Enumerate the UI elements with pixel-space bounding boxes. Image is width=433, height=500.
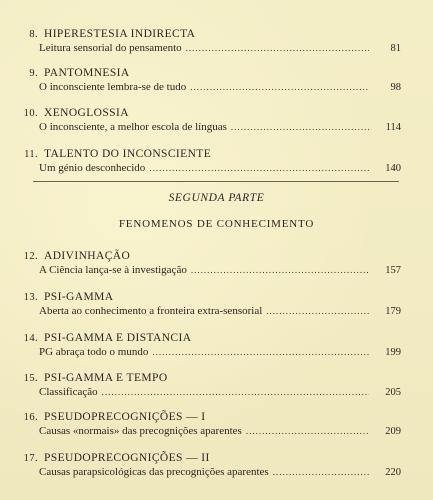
- dot-leader: [191, 263, 369, 278]
- toc-entry: [21, 66, 401, 95]
- chapter-number: 11.: [24, 149, 38, 160]
- dot-leader: [149, 161, 369, 176]
- toc-entry: [21, 331, 401, 360]
- chapter-subtitle: Classificação: [39, 386, 98, 398]
- chapter-subtitle: A Ciência lança-se à investigação: [39, 264, 187, 276]
- toc-entry: [21, 451, 401, 480]
- toc-entry-line: [39, 120, 401, 135]
- toc-entry-line: [39, 385, 401, 400]
- toc-entry: [21, 249, 401, 278]
- chapter-title: XENOGLOSSIA: [44, 107, 129, 119]
- toc-entry: [21, 371, 401, 400]
- dot-leader: [246, 424, 369, 439]
- chapter-number: 15.: [23, 373, 38, 384]
- chapter-number: 17.: [23, 453, 38, 464]
- section-title: FENOMENOS DE CONHECIMENTO: [118, 218, 315, 230]
- toc-entry-heading: [21, 331, 401, 345]
- page-number: 114: [385, 122, 401, 133]
- page-number: 98: [390, 82, 401, 93]
- toc-entry-line: [39, 80, 401, 95]
- toc-entry-heading: [21, 147, 401, 161]
- page-number: 140: [385, 163, 401, 174]
- section-divider: [33, 181, 399, 182]
- toc-entry-line: [39, 41, 401, 56]
- page-number: 220: [385, 467, 401, 478]
- page-number: 81: [390, 43, 401, 54]
- toc-entry-line: [39, 304, 401, 319]
- dot-leader: [231, 120, 369, 135]
- toc-entry-heading: [21, 371, 401, 385]
- chapter-subtitle: Causas «normais» das precognições aparentes: [39, 425, 242, 437]
- toc-entry: [21, 290, 401, 319]
- chapter-subtitle: Leitura sensorial do pensamento: [39, 42, 182, 54]
- chapter-title: PSI-GAMMA E TEMPO: [44, 372, 168, 384]
- chapter-title: PSEUDOPRECOGNIÇÕES — II: [44, 452, 210, 464]
- chapter-title: TALENTO DO INCONSCIENTE: [44, 148, 212, 160]
- chapter-subtitle: O inconsciente, a melhor escola de línguas: [39, 121, 227, 133]
- chapter-number: 13.: [23, 292, 38, 303]
- toc-entry-heading: [21, 290, 401, 304]
- page-number: 179: [385, 306, 401, 317]
- page-number: 199: [385, 347, 401, 358]
- dot-leader: [186, 41, 369, 56]
- dot-leader: [190, 80, 369, 95]
- toc-entry-line: [39, 465, 401, 480]
- toc-entry-heading: [21, 27, 401, 41]
- toc-entry: [21, 147, 401, 176]
- chapter-subtitle: Aberta ao conhecimento a fronteira extra-sensorial: [39, 305, 263, 317]
- chapter-subtitle: O inconsciente lembra-se de tudo: [39, 81, 187, 93]
- dot-leader: [152, 345, 369, 360]
- chapter-number: 9.: [29, 68, 38, 79]
- toc-entry-heading: [21, 106, 401, 120]
- chapter-number: 14.: [23, 333, 38, 344]
- dot-leader: [266, 304, 369, 319]
- chapter-title: HIPERESTESIA INDIRECTA: [44, 28, 196, 40]
- page-number: 209: [385, 426, 401, 437]
- chapter-title: PANTOMNESIA: [44, 67, 130, 79]
- part-title: SEGUNDA PARTE: [168, 192, 265, 204]
- toc-entry: [21, 106, 401, 135]
- toc-entry-heading: [21, 451, 401, 465]
- chapter-number: 16.: [23, 412, 38, 423]
- chapter-title: PSEUDOPRECOGNIÇÕES — I: [44, 411, 206, 423]
- toc-entry: [21, 27, 401, 56]
- chapter-number: 8.: [29, 29, 38, 40]
- chapter-title: ADIVINHAÇÃO: [44, 250, 131, 262]
- chapter-subtitle: Um génio desconhecido: [39, 162, 146, 174]
- toc-entry-line: [39, 263, 401, 278]
- toc-entry-line: [39, 345, 401, 360]
- toc-entry-line: [39, 424, 401, 439]
- toc-entry-heading: [21, 249, 401, 263]
- chapter-number: 12.: [23, 251, 38, 262]
- chapter-subtitle: PG abraça todo o mundo: [39, 346, 149, 358]
- page-number: 157: [385, 265, 401, 276]
- dot-leader: [102, 385, 369, 400]
- chapter-number: 10.: [23, 108, 38, 119]
- chapter-title: PSI-GAMMA E DISTANCIA: [44, 332, 192, 344]
- page-number: 205: [385, 387, 401, 398]
- dot-leader: [273, 465, 369, 480]
- chapter-title: PSI-GAMMA: [44, 291, 114, 303]
- chapter-subtitle: Causas parapsicológicas das precognições aparentes: [39, 466, 269, 478]
- toc-entry-line: [39, 161, 401, 176]
- toc-entry: [21, 410, 401, 439]
- toc-entry-heading: [21, 66, 401, 80]
- toc-entry-heading: [21, 410, 401, 424]
